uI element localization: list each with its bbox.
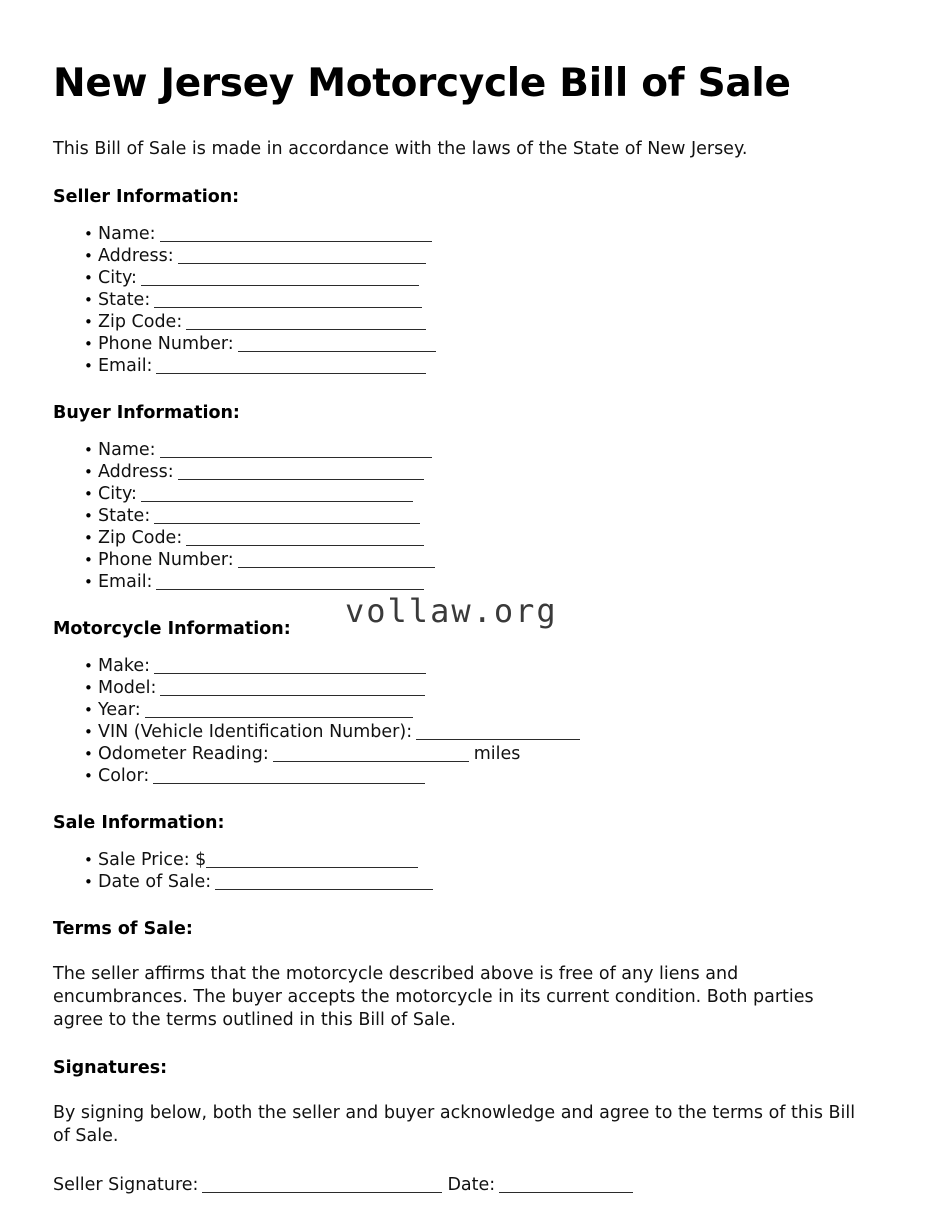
field-row	[53, 655, 890, 677]
seller-signature-blank[interactable]	[202, 1178, 442, 1193]
field-label: Color:	[98, 766, 150, 787]
field-row	[53, 571, 890, 593]
field-row	[53, 483, 890, 505]
motorcycle-information-heading: Motorcycle Information:	[53, 619, 291, 640]
field-blank[interactable]	[273, 747, 469, 762]
field-row	[53, 549, 890, 571]
signatures-heading: Signatures:	[53, 1058, 168, 1079]
field-blank[interactable]	[154, 509, 420, 524]
field-label: Zip Code:	[98, 528, 183, 549]
intro-paragraph: This Bill of Sale is made in accordance with the laws of the State of New Jersey.	[53, 138, 748, 159]
seller-signature-label: Seller Signature:	[53, 1175, 199, 1196]
field-blank[interactable]	[160, 443, 432, 458]
field-row	[53, 355, 890, 377]
field-blank[interactable]	[145, 703, 413, 718]
buyer-field-list	[53, 423, 890, 593]
field-label: Address:	[98, 462, 174, 483]
field-row	[53, 333, 890, 355]
sale-field-list	[53, 833, 890, 893]
field-label: City:	[98, 268, 137, 289]
field-label: Name:	[98, 224, 156, 245]
page-title: New Jersey Motorcycle Bill of Sale	[53, 61, 791, 106]
field-blank[interactable]	[215, 875, 433, 890]
field-blank[interactable]	[178, 249, 426, 264]
field-blank[interactable]	[160, 227, 432, 242]
sale-information-heading: Sale Information:	[53, 813, 225, 834]
field-label: VIN (Vehicle Identification Number):	[98, 722, 413, 743]
terms-of-sale-heading: Terms of Sale:	[53, 919, 193, 940]
field-label: Zip Code:	[98, 312, 183, 333]
field-blank[interactable]	[160, 681, 425, 696]
buyer-information-heading: Buyer Information:	[53, 403, 240, 424]
field-label: Email:	[98, 356, 153, 377]
field-row	[53, 527, 890, 549]
field-row	[53, 289, 890, 311]
seller-field-list	[53, 207, 890, 377]
field-label: Email:	[98, 572, 153, 593]
field-row	[53, 245, 890, 267]
field-label: Odometer Reading:	[98, 744, 269, 765]
seller-information-heading: Seller Information:	[53, 187, 240, 208]
field-row	[53, 743, 890, 765]
field-blank[interactable]	[141, 487, 413, 502]
field-label: State:	[98, 290, 151, 311]
field-label: Year:	[98, 700, 141, 721]
site-watermark: vollaw.org	[345, 592, 558, 630]
field-row	[53, 461, 890, 483]
field-blank[interactable]	[238, 553, 435, 568]
field-row	[53, 439, 890, 461]
terms-of-sale-paragraph: The seller affirms that the motorcycle described above is free of any liens and encumbrances. The buyer accepts the motorcycle in its current condition. Both parties agree to the terms outlined in this Bill of Sale.	[53, 964, 814, 1031]
field-blank[interactable]	[186, 315, 426, 330]
field-label: Sale Price: $	[98, 850, 207, 871]
signature-line-row	[53, 1148, 890, 1197]
field-label: Make:	[98, 656, 150, 677]
field-row	[53, 311, 890, 333]
field-blank[interactable]	[186, 531, 424, 546]
field-blank[interactable]	[206, 853, 418, 868]
field-label: Address:	[98, 246, 174, 267]
field-blank[interactable]	[154, 293, 422, 308]
field-blank[interactable]	[238, 337, 436, 352]
field-row	[53, 223, 890, 245]
field-blank[interactable]	[156, 359, 426, 374]
field-row	[53, 699, 890, 721]
date-label: Date:	[447, 1175, 496, 1196]
field-row	[53, 849, 890, 871]
field-row	[53, 871, 890, 893]
motorcycle-field-list	[53, 639, 890, 787]
field-row	[53, 267, 890, 289]
field-label: Phone Number:	[98, 334, 234, 355]
field-row	[53, 677, 890, 699]
field-blank[interactable]	[153, 769, 425, 784]
field-suffix: miles	[473, 744, 521, 765]
field-label: Model:	[98, 678, 157, 699]
field-blank[interactable]	[154, 659, 426, 674]
field-label: State:	[98, 506, 151, 527]
field-blank[interactable]	[416, 725, 580, 740]
field-label: City:	[98, 484, 137, 505]
field-row	[53, 721, 890, 743]
signatures-paragraph: By signing below, both the seller and buyer acknowledge and agree to the terms of this Bill of Sale.	[53, 1103, 856, 1147]
field-blank[interactable]	[156, 575, 424, 590]
date-blank[interactable]	[499, 1178, 633, 1193]
field-label: Name:	[98, 440, 156, 461]
field-row	[53, 505, 890, 527]
field-label: Phone Number:	[98, 550, 234, 571]
field-label: Date of Sale:	[98, 872, 212, 893]
field-blank[interactable]	[141, 271, 419, 286]
field-row	[53, 765, 890, 787]
field-blank[interactable]	[178, 465, 424, 480]
